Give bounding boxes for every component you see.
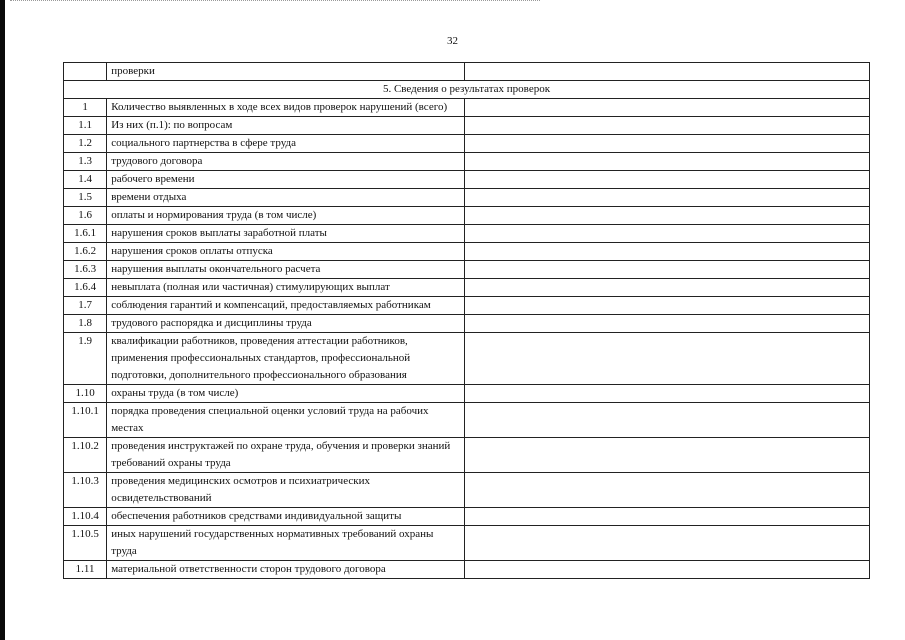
table-row — [64, 333, 870, 385]
row-value — [464, 225, 869, 243]
row-number: 1.6 — [64, 207, 107, 225]
table-row — [64, 99, 870, 117]
table-row — [64, 207, 870, 225]
row-value — [464, 315, 869, 333]
table-row — [64, 297, 870, 315]
row-number: 1.9 — [64, 333, 107, 385]
row-text: социального партнерства в сфере труда — [107, 135, 465, 153]
row-value — [464, 279, 869, 297]
scan-edge-bar — [0, 0, 5, 640]
row-number: 1.10.4 — [64, 508, 107, 526]
row-text: иных нарушений государственных нормативных требований охраны труда — [107, 526, 465, 561]
table-row — [64, 189, 870, 207]
table-row — [64, 473, 870, 508]
row-value — [464, 526, 869, 561]
row-number: 1.3 — [64, 153, 107, 171]
row-number: 1.10.5 — [64, 526, 107, 561]
row-number: 1.10.3 — [64, 473, 107, 508]
row-value — [464, 63, 869, 81]
row-number: 1.7 — [64, 297, 107, 315]
row-text: нарушения выплаты окончательного расчета — [107, 261, 465, 279]
row-number: 1.11 — [64, 561, 107, 579]
page-number: 32 — [447, 35, 458, 47]
row-value — [464, 438, 869, 473]
table-row — [64, 117, 870, 135]
table-row — [64, 315, 870, 333]
row-number: 1.2 — [64, 135, 107, 153]
table-row — [64, 526, 870, 561]
row-text: порядка проведения специальной оценки условий труда на рабочих местах — [107, 403, 465, 438]
section-header-row — [64, 81, 870, 99]
section-title: 5. Сведения о результатах проверок — [64, 81, 870, 99]
table-row — [64, 243, 870, 261]
row-number: 1.10.2 — [64, 438, 107, 473]
table-row — [64, 403, 870, 438]
scan-top-border — [10, 0, 540, 2]
row-text: квалификации работников, проведения аттестации работников, применения профессиональных стандартов, профессиональной подготовки, дополнительного профессионального образования — [107, 333, 465, 385]
row-text: обеспечения работников средствами индивидуальной защиты — [107, 508, 465, 526]
table-row — [64, 438, 870, 473]
report-table — [63, 62, 870, 579]
row-value — [464, 561, 869, 579]
row-number: 1.10 — [64, 385, 107, 403]
row-text: проведения медицинских осмотров и психиатрических освидетельствований — [107, 473, 465, 508]
row-number: 1.8 — [64, 315, 107, 333]
row-number: 1.6.4 — [64, 279, 107, 297]
row-number: 1.1 — [64, 117, 107, 135]
row-value — [464, 135, 869, 153]
row-value — [464, 117, 869, 135]
row-number: 1 — [64, 99, 107, 117]
row-value — [464, 297, 869, 315]
row-text: времени отдыха — [107, 189, 465, 207]
table-row — [64, 171, 870, 189]
row-text: материальной ответственности сторон трудового договора — [107, 561, 465, 579]
table-row — [64, 508, 870, 526]
row-value — [464, 261, 869, 279]
row-number: 1.10.1 — [64, 403, 107, 438]
row-number: 1.6.3 — [64, 261, 107, 279]
row-value — [464, 189, 869, 207]
row-number: 1.6.1 — [64, 225, 107, 243]
row-text: охраны труда (в том числе) — [107, 385, 465, 403]
row-value — [464, 403, 869, 438]
row-value — [464, 99, 869, 117]
row-value — [464, 243, 869, 261]
row-text: трудового договора — [107, 153, 465, 171]
row-text: трудового распорядка и дисциплины труда — [107, 315, 465, 333]
row-value — [464, 207, 869, 225]
row-number: 1.5 — [64, 189, 107, 207]
row-text: соблюдения гарантий и компенсаций, предоставляемых работникам — [107, 297, 465, 315]
row-text: проверки — [107, 63, 465, 81]
row-text: Количество выявленных в ходе всех видов проверок нарушений (всего) — [107, 99, 465, 117]
row-value — [464, 385, 869, 403]
row-value — [464, 333, 869, 385]
table-row — [64, 261, 870, 279]
row-text: Из них (п.1): по вопросам — [107, 117, 465, 135]
table-row — [64, 135, 870, 153]
row-value — [464, 508, 869, 526]
row-value — [464, 473, 869, 508]
row-text: невыплата (полная или частичная) стимулирующих выплат — [107, 279, 465, 297]
row-value — [464, 171, 869, 189]
table-row — [64, 279, 870, 297]
row-number: 1.4 — [64, 171, 107, 189]
row-number: 1.6.2 — [64, 243, 107, 261]
row-text: оплаты и нормирования труда (в том числе) — [107, 207, 465, 225]
row-text: нарушения сроков выплаты заработной платы — [107, 225, 465, 243]
row-value — [464, 153, 869, 171]
table-row — [64, 561, 870, 579]
table-row — [64, 385, 870, 403]
table-row-carryover — [64, 63, 870, 81]
table-rows — [64, 99, 870, 579]
row-text: рабочего времени — [107, 171, 465, 189]
row-text: нарушения сроков оплаты отпуска — [107, 243, 465, 261]
table-row — [64, 153, 870, 171]
table-row — [64, 225, 870, 243]
row-text: проведения инструктажей по охране труда, обучения и проверки знаний требований охраны труда — [107, 438, 465, 473]
row-number — [64, 63, 107, 81]
